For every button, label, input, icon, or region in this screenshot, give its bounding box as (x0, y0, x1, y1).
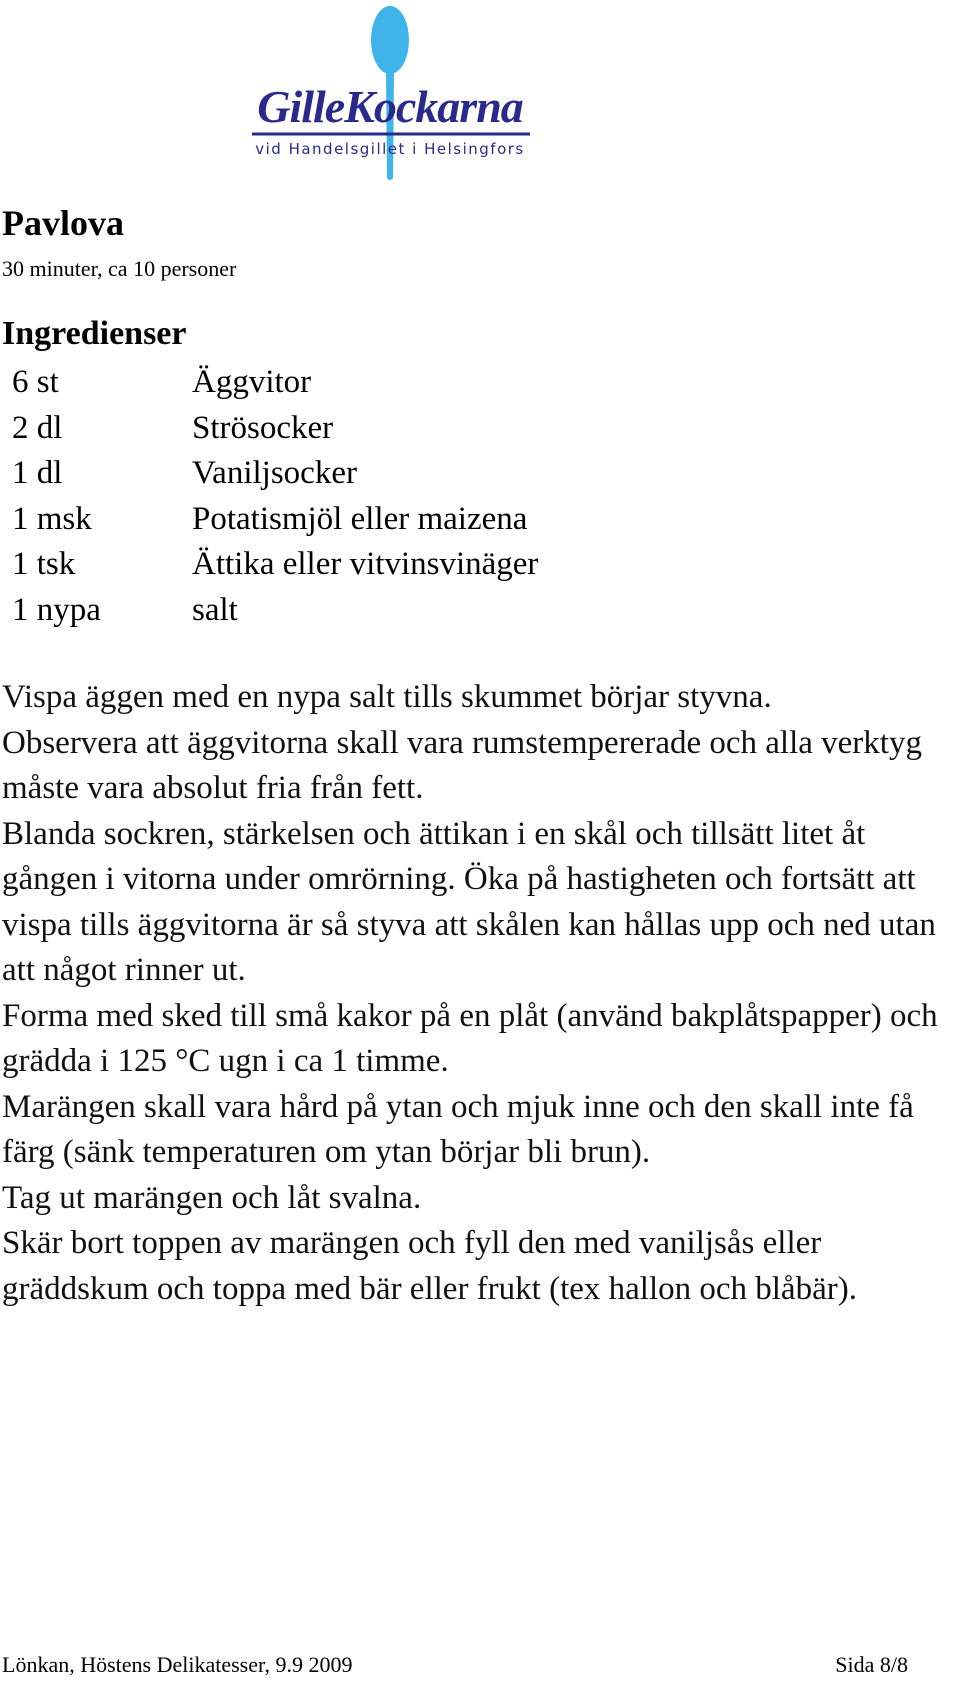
ingredient-qty: 1 tsk (12, 546, 76, 582)
page-footer (2, 1652, 908, 1678)
method-step: Tag ut marängen och låt svalna. (2, 1179, 422, 1216)
spoon-icon (240, 0, 540, 185)
recipe-meta: 30 minuter, ca 10 personer (2, 256, 237, 281)
ingredient-row (12, 497, 538, 543)
ingredients-list (12, 360, 538, 633)
recipe-title: Pavlova (2, 203, 124, 243)
ingredient-qty: 1 dl (12, 455, 63, 491)
ingredient-row (12, 542, 538, 588)
svg-text:GilleKockarna: GilleKockarna (257, 81, 523, 132)
ingredient-row (12, 360, 538, 406)
ingredient-qty: 6 st (12, 364, 59, 400)
method-step: Observera att äggvitorna skall vara rumstempererade och alla verktyg måste vara absolut fria från fett. (2, 724, 922, 806)
ingredient-name: Vaniljsocker (192, 455, 357, 491)
method-step: Forma med sked till små kakor på en plåt (använd bakplåtspapper) och grädda i 125 °C ugn i ca 1 timme. (2, 997, 938, 1079)
ingredient-name: Potatismjöl eller maizena (192, 500, 528, 537)
method-step: Marängen skall vara hård på ytan och mjuk inne och den skall inte få färg (sänk temperaturen om ytan börjar bli brun). (2, 1088, 914, 1170)
method-step: Blanda sockren, stärkelsen och ättikan i en skål och tillsätt litet åt gången i vitorna under omrörning. Öka på hastigheten och fortsätt att vispa tills äggvitorna är så styva att skålen kan hållas upp och ned utan att något rinner ut. (2, 815, 936, 988)
ingredient-qty: 1 nypa (12, 591, 101, 628)
ingredient-name: Äggvitor (192, 364, 312, 400)
svg-text:vid Handelsgillet i Helsingfor: vid Handelsgillet i Helsingfors (255, 140, 525, 158)
method-step: Vispa äggen med en nypa salt tills skummet börjar styvna. (2, 679, 772, 715)
footer-source: Lönkan, Höstens Delikatesser, 9.9 2009 (2, 1652, 353, 1677)
ingredient-row (12, 406, 538, 452)
ingredient-row (12, 588, 538, 634)
ingredient-name: Strösocker (192, 409, 334, 446)
method-text (2, 675, 960, 1312)
ingredients-heading: Ingredienser (2, 315, 187, 352)
page-number: Sida 8/8 (835, 1652, 908, 1677)
ingredient-name: salt (192, 591, 238, 628)
ingredient-name: Ättika eller vitvinsvinäger (192, 546, 539, 582)
ingredient-qty: 2 dl (12, 409, 63, 446)
ingredient-row (12, 451, 538, 497)
ingredient-qty: 1 msk (12, 500, 92, 537)
gillekockarna-logo (0, 0, 960, 190)
method-step: Skär bort toppen av marängen och fyll den med vaniljsås eller gräddskum och toppa med bär eller frukt (tex hallon och blåbär). (2, 1225, 857, 1307)
